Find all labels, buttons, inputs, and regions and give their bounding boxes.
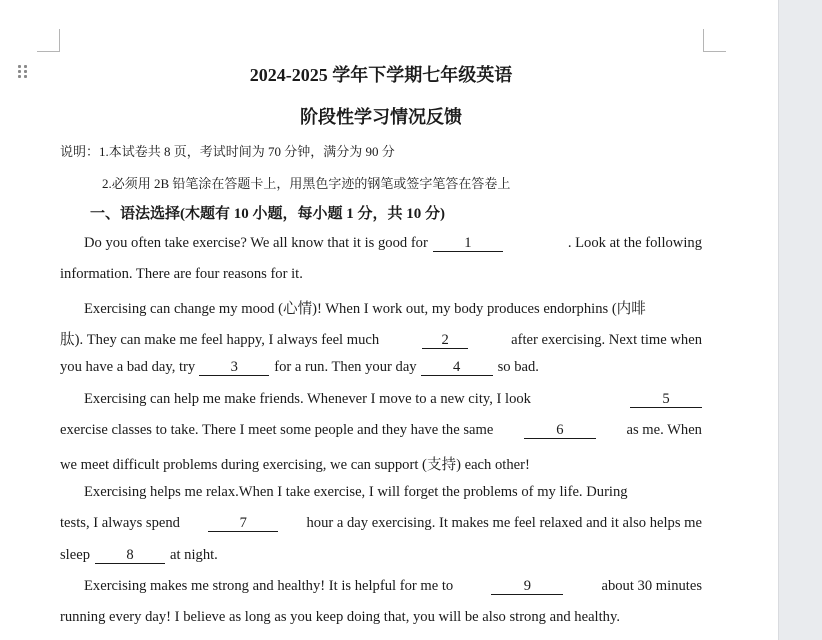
paragraph-2-line-3 [60, 359, 702, 376]
text-run: Exercising makes me strong and healthy! It is helpful for me to [84, 578, 454, 594]
text-run: Exercising helps me relax.When I take exercise, I will forget the problems of my life. During [84, 484, 628, 500]
document-title: 2024-2025 学年下学期七年级英语 [249, 65, 513, 85]
text-run: exercise classes to take. There I meet some people and they have the same [60, 422, 494, 438]
scroll-gutter[interactable] [778, 0, 822, 640]
text-run: as me. When [626, 422, 702, 438]
text-run: hour a day exercising. It makes me feel relaxed and it also helps me [306, 515, 702, 531]
text-run: tests, I always spend [60, 515, 180, 531]
paragraph-1-line-2 [60, 266, 702, 283]
answer-blank-5: 5 [630, 392, 702, 408]
page-margin-corner-top-left [37, 29, 60, 52]
text-run: Exercising can change my mood (心情)! When I work out, my body produces endorphins (内啡 [84, 301, 646, 317]
text-run: for a run. Then your day [274, 359, 417, 375]
text-run: after exercising. Next time when [511, 332, 702, 348]
instruction-note-1: 说明：1.本试卷共 8 页，考试时间为 70 分钟，满分为 90 分 [60, 144, 395, 159]
text-run: Exercising can help me make friends. Whenever I move to a new city, I look [84, 391, 531, 407]
section-heading: 一、语法选择(木题有 10 小题，每小题 1 分，共 10 分) [90, 206, 445, 222]
page-margin-corner-top-right [703, 29, 726, 52]
answer-blank-6: 6 [524, 423, 596, 439]
answer-blank-8: 8 [95, 548, 165, 564]
drag-handle-icon[interactable] [17, 64, 29, 80]
instruction-note-2: 2.必须用 2B 铅笔涂在答题卡上，用黑色字迹的钢笔或签字笔答在答卷上 [102, 176, 511, 191]
text-run: Do you often take exercise? We all know that it is good for [84, 235, 428, 251]
paragraph-4-line-1 [84, 484, 702, 501]
paragraph-3-line-1 [84, 391, 702, 408]
text-run: . Look at the following [567, 235, 702, 251]
answer-blank-9: 9 [491, 579, 563, 595]
text-run: we meet difficult problems during exercising, we can support (支持) each other! [60, 457, 530, 473]
paragraph-5-line-2 [60, 609, 702, 626]
text-run: 肽). They can make me feel happy, I always feel much [60, 332, 380, 348]
answer-blank-4: 4 [421, 360, 493, 376]
text-run: at night. [170, 547, 218, 563]
paragraph-4-line-3 [60, 547, 702, 564]
answer-blank-7: 7 [208, 516, 278, 532]
document-subtitle: 阶段性学习情况反馈 [300, 107, 462, 127]
text-run: running every day! I believe as long as you keep doing that, you will be also strong and healthy. [60, 609, 620, 625]
answer-blank-2: 2 [422, 333, 468, 349]
paragraph-5-line-1 [84, 578, 702, 595]
paragraph-3-line-2 [60, 422, 702, 439]
paragraph-2-line-2 [60, 328, 702, 349]
text-run: so bad. [497, 359, 539, 375]
answer-blank-1: 1 [433, 236, 503, 252]
text-run: information. There are four reasons for it. [60, 266, 303, 282]
text-run: about 30 minutes [601, 578, 702, 594]
paragraph-4-line-2 [60, 515, 702, 532]
text-run: you have a bad day, try [60, 359, 196, 375]
answer-blank-3: 3 [199, 360, 269, 376]
paragraph-2-line-1 [84, 297, 702, 318]
text-run: sleep [60, 547, 90, 563]
paragraph-1-line-1 [84, 235, 702, 252]
paragraph-3-line-3 [60, 453, 702, 474]
